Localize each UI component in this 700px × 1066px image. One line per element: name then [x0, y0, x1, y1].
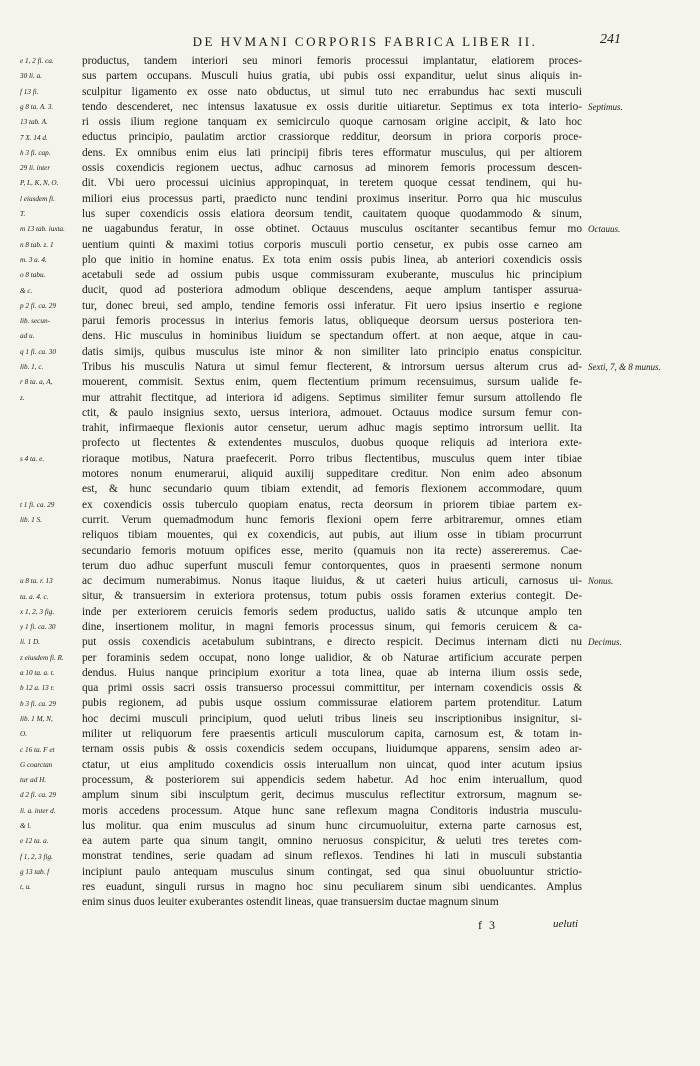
- text-line: enim sinus duos leuiter exuberantes ostendit lineas, quae transuersim ductae magnum sinum: [82, 896, 499, 909]
- text-line: inde per exteriorem ceruicis femoris sedem productus, ualido satis & utcunque amplo ten: [82, 605, 582, 618]
- margin-note-left: o 8 tabu.: [20, 271, 46, 280]
- text-line: hoc decimi musculi principium, quod ueluti tribus lineis seu inscriptionibus insignitur, si-: [82, 712, 582, 725]
- margin-note-left: lib. 1 S.: [20, 516, 42, 524]
- margin-note-left: c 16 ta. F et: [20, 745, 55, 754]
- margin-note-left: & c.: [20, 286, 33, 295]
- text-line: datis simijs, quibus musculus iste minor & non similiter lato principio enatus conspicitur.: [82, 345, 582, 358]
- text-line: ctatur, ut eius amplitudo coxendicis ossis interuallum non uincat, quod inter acutum ipsius: [82, 758, 582, 771]
- text-line: mur attrahit flectitque, ad interiora id adigens. Septimus similiter femur sursum attollendo fle: [82, 391, 582, 404]
- text-line: parui femoris processus in interius femoris latus, obliqueque deorsum uersus posteriora ten-: [82, 315, 582, 328]
- text-line: eductus principio, paulatim arctior crassiorque redditur, deorsum in priora corporis proce-: [82, 131, 582, 144]
- text-line: pubis regionem, ad pubis usque ossium commissurae elatiorem partem protenditur. Latum: [82, 697, 582, 710]
- margin-note-left: 13 tab. A.: [20, 118, 48, 127]
- text-line: profecto ut flectentes & extendentes musculos, duobus quoque reliquis ad interiora exte-: [82, 437, 582, 450]
- margin-note-left: z.: [20, 393, 25, 402]
- text-line: rioraque motibus, Natura praefecerit. Porro tribus flectentibus, musculus quem inter tibiae: [82, 452, 582, 465]
- margin-note-left: & l.: [20, 822, 32, 830]
- text-line: acetabuli sede ad ossium pubis usque commissuram exuberante, musculus hic principium: [82, 269, 582, 282]
- margin-note-right: Sexti, 7, & 8 munus.: [588, 362, 661, 372]
- text-line: miliori eius processus parti, praedicto nunc tendini proximus inseritur. Porro qua hic musculus: [82, 192, 582, 205]
- margin-note-left: g 8 ta. A. 3.: [20, 102, 54, 111]
- margin-note-left: r 8 ta. a, A,: [20, 378, 53, 387]
- margin-note-left: G coarctan: [20, 760, 53, 769]
- text-line: productus, tandem interiori seu minori femoris processui implantatur, elatiorem proces-: [82, 55, 582, 67]
- running-title: DE HVMANI CORPORIS FABRICA LIBER II.: [192, 34, 538, 49]
- margin-note-left: 30 li. a.: [20, 72, 42, 81]
- text-line: currit. Verum quemadmodum hunc femoris flexioni opem ferre arbitraremur, omnes etiam: [82, 513, 582, 526]
- margin-note-left: ta. a. 4. c.: [20, 592, 49, 601]
- text-line: dens. Ex omnibus enim eius lati principij fibris teres efformatur musculus, qui per altiorem: [82, 146, 582, 159]
- margin-note-left: lib. secun-: [20, 317, 50, 326]
- margin-note-left: t 1 fi. ca. 29: [20, 500, 55, 509]
- text-line: militer ut reliquorum fere praesentis articuli musculorum capita, carnosum est, & totam in-: [82, 728, 582, 741]
- margin-note-left: O.: [20, 730, 27, 739]
- text-line: res euadunt, singuli rursus in magno hoc sinu peculiarem sinum sibi uendicantes. Amplus: [82, 881, 582, 894]
- margin-note-left: 7 X. 14 d.: [20, 133, 48, 142]
- margin-note-left: l eiusdem fi.: [20, 194, 55, 203]
- text-line: ducit, quod ad posteriora admodum oblique descendens, aeque amplum tantisper assurua-: [82, 284, 582, 297]
- text-line: ossis coxendicis regionem uectus, adhuc carnosus ad minorem femoris processum descen-: [82, 162, 582, 175]
- margin-note-left: h 3 fi. cap.: [20, 148, 51, 157]
- text-line: reliquos tibiam mouentes, qui ex coxendicis, aut pubis, aut ilium osse in tibiam procurrunt: [82, 529, 582, 542]
- text-line: terum duo adhuc superfunt musculi femur contorquentes, quos in praesenti sermone nonum: [82, 559, 582, 572]
- margin-note-left: x 1, 2, 3 fig.: [20, 607, 55, 616]
- margin-note-left: b 3 fi. ca. 29: [20, 699, 56, 708]
- margin-note-left: li. 1 D.: [20, 638, 40, 647]
- text-line: uentium quinti & maximi totius corporis musculi portio censetur, ex pubis osse carneo am: [82, 238, 582, 251]
- text-line: ctit, & paulo insignius sexto, uersus interiora, admouet. Octauus modice sursum femur con-: [82, 406, 582, 419]
- margin-note-right: Octauus.: [588, 224, 621, 235]
- main-text-block: [82, 54, 582, 911]
- margin-note-left: f 13 fi.: [20, 87, 39, 96]
- margin-note-right: Decimus.: [588, 637, 622, 648]
- margin-note-left: P, L, K, N, O.: [20, 179, 59, 188]
- text-line: sus partem occupans. Musculi huius gratia, ubi pubis ossi expanditur, uelut sinus aliquis in-: [82, 70, 582, 83]
- text-line: tendo descenderet, nec intensus laxatusue ex ossis duritie uitiaretur. Septimus ex tota interio-: [82, 100, 582, 113]
- margin-note-left: tur ad H.: [20, 776, 47, 785]
- margin-note-left: p 2 fi. ca. 29: [20, 301, 56, 310]
- margin-note-left: e 12 ta. a.: [20, 837, 49, 846]
- signature-mark: f 3: [478, 918, 497, 932]
- catchword: ueluti: [553, 918, 579, 930]
- text-line: processum, & posteriorem sui appendicis sedem habetur. Ad hoc enim interuallum, quod: [82, 773, 582, 786]
- margin-note-left: s 4 ta. e.: [20, 454, 45, 463]
- margin-note-left: e 1, 2 fi. ca.: [20, 57, 54, 65]
- margin-note-left: t, u.: [20, 883, 31, 892]
- margin-note-right: Nonus.: [588, 576, 614, 587]
- text-line: mouerent, commisit. Sextus enim, quem flectentium primum recensuimus, sursum ualide fe-: [82, 376, 582, 389]
- text-line: ac decimum numerabimus. Nonus itaque liuidus, & ut caeteri huius articuli, carnosus ui-: [82, 575, 582, 588]
- margin-note-left: lib. 1, c.: [20, 363, 44, 371]
- margin-note-left: f 1, 2, 3 fig.: [20, 852, 53, 861]
- margin-note-left: u 8 ta. r. 13: [20, 577, 53, 586]
- margin-note-left: q 1 fi. ca. 30: [20, 347, 56, 356]
- text-line: ne uagabundus feratur, in osse obtinet. Octauus musculus oscitanter secantibus femur mo: [82, 223, 582, 236]
- text-line: qua primi ossis sacri ossis transuerso processui committitur, per internam coxendicis ossis &: [82, 682, 582, 695]
- text-line: lus molitur. qua enim musculus ad sinum hunc circumuoluitur, externa parte carnosus est,: [82, 819, 582, 832]
- margin-note-left: n 8 tab. z. 1: [20, 240, 54, 249]
- text-line: situr, & transuersim in exteriora protensus, totum pubis ossis foramen exterius contegit. De-: [82, 590, 582, 603]
- text-line: dens. Hic musculus in hominibus liuidum se spectandum offert. at non aeque, atque in cau-: [82, 330, 582, 343]
- margin-note-left: d 2 fi. ca. 29: [20, 791, 56, 800]
- margin-note-left: lib. 1 M, N,: [20, 714, 53, 723]
- text-line: plo que initio in homine enatus. Ex tota enim ossis pubis linea, ab anteriori coxendicis ossis: [82, 253, 582, 266]
- text-line: ri ossis ilium regione tanquam ex semicirculo quoque carnosam origine accipit, & lato hoc: [82, 116, 582, 129]
- text-line: est, & hunc secundario quum tibiam extendit, ad femoris flexionem accommodare, quum: [82, 483, 582, 496]
- margin-note-left: T.: [20, 210, 26, 218]
- margin-note-left: y 1 fi. ca. 30: [20, 623, 56, 632]
- text-line: dine, insertionem molitur, in magni femoris processus sinum, qui femoris ceruicem & ca-: [82, 620, 582, 633]
- margin-note-right: Septimus.: [588, 101, 623, 112]
- text-line: tur, donec breui, sed amplo, tendine femoris ossi inferatur. Fit uero ipsius insertio e regione: [82, 299, 582, 312]
- text-line: put ossis coxendicis acetabulum subintrans, e directo respicit. Decimus internam dicti nu: [82, 636, 582, 649]
- text-line: amplum sinum sibi insculptum gerit, decimus musculus reflectitur extrorsum, magnum se-: [82, 789, 582, 802]
- text-line: dendus. Huius nanque principium exoritur a tota linea, quae ab interna ilium ossis sede,: [82, 666, 582, 679]
- margin-note-left: m. 3 a. 4.: [20, 255, 47, 264]
- margin-note-left: li. a. inter d.: [20, 806, 56, 815]
- page-number: 241: [600, 32, 621, 47]
- text-line: per foraminis sedem occupat, nono longe ualidior, & ob Naturae artificium accurate perpen: [82, 651, 582, 664]
- margin-note-left: 29 li. inter: [20, 164, 51, 173]
- text-line: secundario femoris motuum opifices esse, merito (quamuis non ita recte) assereremus. Cae-: [82, 544, 582, 557]
- margin-note-left: g 13 tab. f: [20, 867, 50, 876]
- text-line: sculpitur ligamento ex osse nato obductus, ut simul tuto nec errabundus hac sexti musculi: [82, 85, 582, 98]
- text-line: moris accedens processum. Atque hunc sane reflexum magna Conditoris industria musculu-: [82, 804, 582, 817]
- text-line: ea autem parte qua sinum tangit, omnino neruosus conspicitur, & ueluti tres teretes com-: [82, 835, 582, 848]
- text-line: trahit, infirmaeque flexionis autor censetur, uerum adhuc magis septimo introrsum uellit. Ita: [82, 422, 582, 435]
- text-line: Tribus his musculis Natura ut simul femur flecterent, & introrsum uersus alterum crus ad-: [82, 360, 582, 373]
- text-line: ex coxendicis ossis tuberculo quopiam enatus, recta deorsum in priorem tibiae partem ex-: [82, 498, 582, 511]
- text-line: ternam ossis pubis & ossis coxendicis sedem occupans, liuidumque apparens, sensim adeo ar-: [82, 743, 582, 756]
- margin-note-left: z eiusdem fi. R.: [20, 653, 64, 662]
- margin-note-left: ad u.: [20, 332, 35, 341]
- margin-note-left: m 13 tab. iuxta.: [20, 225, 65, 234]
- text-line: lus super coxendicis ossis elatiora deorsum tendit, cauitatem quoque quodammodo & sinum,: [82, 207, 582, 220]
- text-line: monstrat tendines, serie quadam ad sinum reflexos. Tendines hi lati in musculi substantia: [82, 850, 582, 863]
- text-line: incipiunt paulo antequam musculus sinum contingat, sed qua sinui obuoluuntur strictio-: [82, 865, 582, 878]
- text-line: motores nonum enumerarui, aliquid auxilij suppeditare creditur. Non enim adeo absonum: [82, 468, 582, 481]
- margin-note-left: b 12 a. 13 r.: [20, 684, 55, 693]
- text-line: dit. Vbi uero processui uicinius appropinquat, in teretem quoque cessat tendinem, qui hu-: [82, 177, 582, 190]
- margin-note-left: a 10 ta. a. t.: [20, 669, 55, 677]
